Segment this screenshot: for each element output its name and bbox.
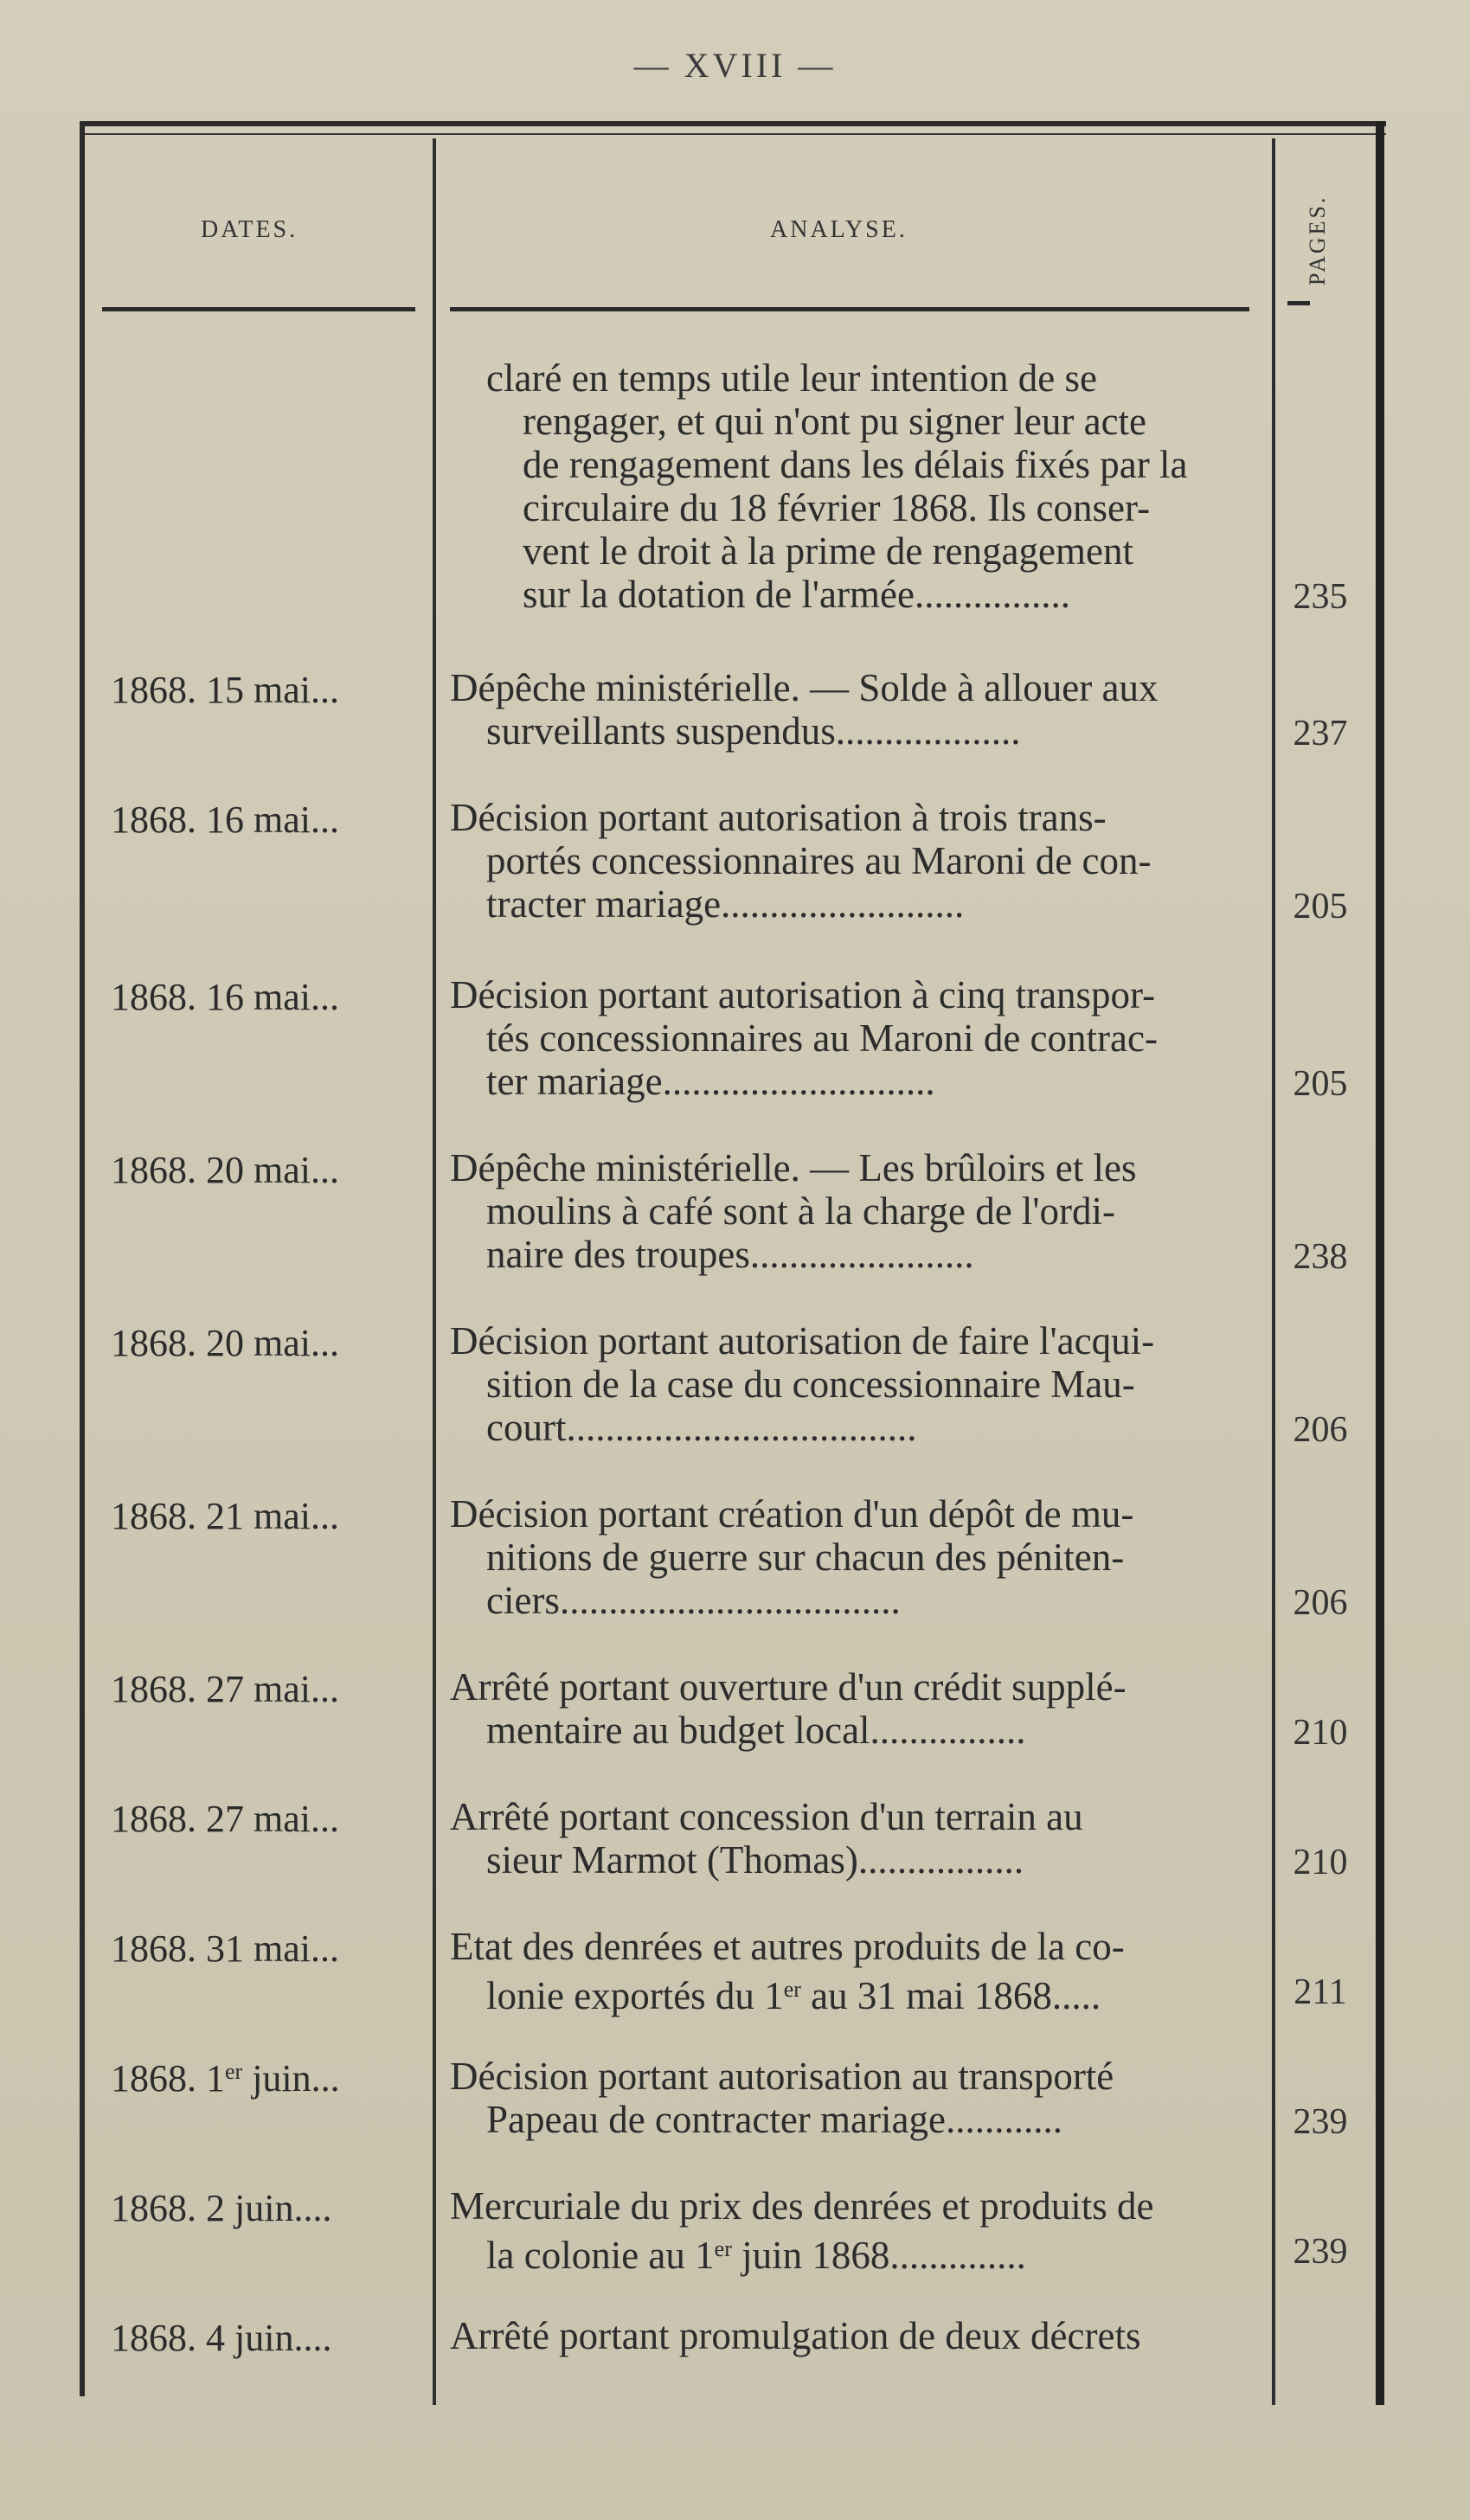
row-page-number: 210 xyxy=(1293,1713,1348,1753)
row-analysis xyxy=(486,356,1300,616)
analysis-line: surveillants suspendus................... xyxy=(486,709,1021,753)
row-date: 1868. 21 mai... xyxy=(111,1495,339,1537)
row-page-number: 235 xyxy=(1293,577,1348,617)
row-page-number: 205 xyxy=(1293,1064,1348,1104)
row-date: 1868. 16 mai... xyxy=(111,798,339,841)
running-head: — XVIII — xyxy=(633,46,837,85)
row-date: 1868. 16 mai... xyxy=(111,976,339,1018)
analysis-line: de rengagement dans les délais fixés par la xyxy=(523,443,1188,486)
analysis-line: vent le droit à la prime de rengagement xyxy=(523,529,1133,573)
row-page-number: 239 xyxy=(1293,2232,1348,2272)
row-analysis xyxy=(450,1319,1263,1449)
table-top-rule xyxy=(80,121,1386,135)
analysis-line: Mercuriale du prix des denrées et produits de xyxy=(450,2184,1154,2228)
analysis-line: circulaire du 18 février 1868. Ils conser- xyxy=(523,486,1151,529)
analysis-line: moulins à café sont à la charge de l'ordi- xyxy=(486,1189,1116,1233)
header-rule-dates xyxy=(102,307,415,311)
row-date: 1868. 1er juin... xyxy=(111,2057,340,2100)
analysis-line: Décision portant autorisation à trois trans- xyxy=(450,796,1107,839)
analysis-line: Arrêté portant concession d'un terrain au xyxy=(450,1795,1083,1838)
analysis-line: Décision portant autorisation à cinq transpor- xyxy=(450,973,1156,1016)
analysis-line: Etat des denrées et autres produits de la co- xyxy=(450,1925,1125,1968)
analysis-line: nitions de guerre sur chacun des péniten- xyxy=(486,1536,1125,1579)
row-page-number: 239 xyxy=(1293,2102,1348,2142)
table-right-rule xyxy=(1376,121,1384,2405)
row-date: 1868. 20 mai... xyxy=(111,1149,339,1191)
row-analysis xyxy=(450,2184,1263,2277)
analysis-line: Dépêche ministérielle. — Solde à allouer aux xyxy=(450,666,1159,709)
analysis-line: lonie exportés du 1er au 31 mai 1868..... xyxy=(486,1974,1101,2017)
row-date: 1868. 27 mai... xyxy=(111,1668,339,1710)
analysis-line: sition de la case du concessionnaire Mau- xyxy=(486,1363,1135,1406)
row-analysis xyxy=(450,666,1263,753)
header-rule-analyse xyxy=(450,307,1249,311)
analysis-line: ciers................................... xyxy=(486,1579,901,1622)
row-analysis xyxy=(450,1492,1263,1622)
row-analysis xyxy=(450,2055,1263,2141)
row-analysis xyxy=(450,1925,1263,2017)
analysis-line: mentaire au budget local................ xyxy=(486,1709,1026,1752)
row-analysis xyxy=(450,2314,1263,2357)
row-date: 1868. 2 juin.... xyxy=(111,2187,332,2229)
row-page-number: 237 xyxy=(1293,714,1348,753)
header-dates: DATES. xyxy=(201,216,298,243)
column-rule-dates xyxy=(433,138,436,2405)
row-page-number: 211 xyxy=(1293,1972,1347,2012)
row-page-number: 210 xyxy=(1293,1843,1348,1882)
analysis-line: Arrêté portant promulgation de deux décrets xyxy=(450,2314,1141,2357)
analysis-line: ter mariage............................ xyxy=(486,1060,935,1103)
analysis-line: sur la dotation de l'armée................ xyxy=(523,573,1070,616)
analysis-line: Dépêche ministérielle. — Les brûloirs et les xyxy=(450,1146,1137,1189)
analysis-line: Décision portant autorisation de faire l'acqui- xyxy=(450,1319,1155,1363)
analysis-line: portés concessionnaires au Maroni de con- xyxy=(486,839,1152,882)
row-analysis xyxy=(450,1665,1263,1752)
row-page-number: 206 xyxy=(1293,1410,1348,1450)
header-rule-pages xyxy=(1287,301,1310,305)
row-analysis xyxy=(450,796,1263,926)
row-page-number: 205 xyxy=(1293,887,1348,927)
analysis-line: court.................................... xyxy=(486,1406,917,1449)
row-page-number: 206 xyxy=(1293,1583,1348,1623)
row-date: 1868. 4 juin.... xyxy=(111,2317,332,2359)
row-date: 1868. 20 mai... xyxy=(111,1322,339,1364)
row-analysis xyxy=(450,973,1263,1103)
analysis-line: claré en temps utile leur intention de se xyxy=(486,356,1098,400)
analysis-line: Décision portant création d'un dépôt de mu- xyxy=(450,1492,1134,1536)
header-pages: PAGES. xyxy=(1305,195,1330,285)
analysis-line: tés concessionnaires au Maroni de contrac- xyxy=(486,1016,1158,1060)
analysis-line: la colonie au 1er juin 1868.............. xyxy=(486,2234,1026,2277)
table-left-rule xyxy=(80,121,85,2396)
analysis-line: Arrêté portant ouverture d'un crédit supplé- xyxy=(450,1665,1127,1709)
analysis-line: Décision portant autorisation au transporté xyxy=(450,2055,1114,2098)
analysis-line: tracter mariage......................... xyxy=(486,882,965,926)
header-analyse: ANALYSE. xyxy=(770,216,908,243)
analysis-line: sieur Marmot (Thomas)................. xyxy=(486,1838,1024,1882)
analysis-line: naire des troupes....................... xyxy=(486,1233,974,1276)
row-date: 1868. 31 mai... xyxy=(111,1927,339,1970)
row-date: 1868. 15 mai... xyxy=(111,669,339,711)
analysis-line: rengager, et qui n'ont pu signer leur acte xyxy=(523,400,1147,443)
analysis-line: Papeau de contracter mariage............ xyxy=(486,2098,1062,2141)
row-analysis xyxy=(450,1795,1263,1882)
row-date: 1868. 27 mai... xyxy=(111,1798,339,1840)
row-analysis xyxy=(450,1146,1263,1276)
row-page-number: 238 xyxy=(1293,1237,1348,1277)
